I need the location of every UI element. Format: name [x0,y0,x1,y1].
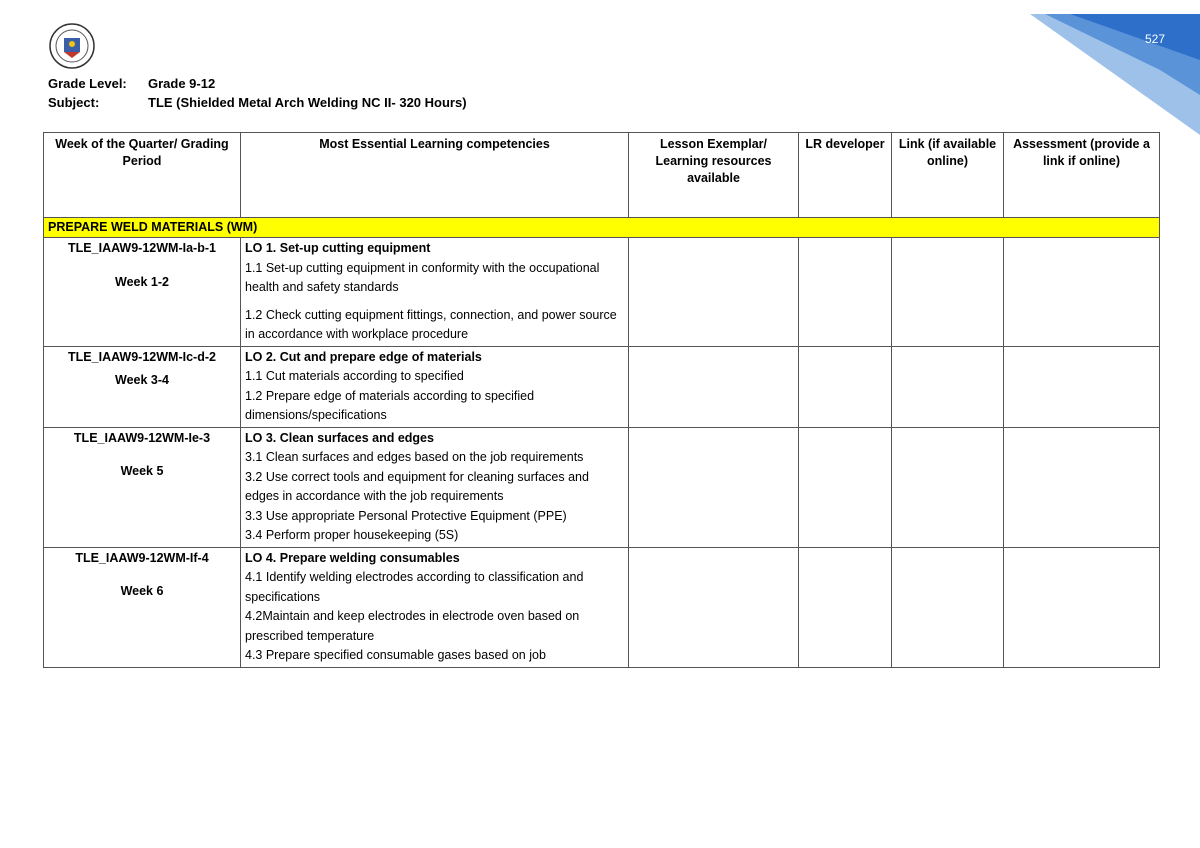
learning-outcome: LO 2. Cut and prepare edge of materials [245,349,482,364]
grade-level-line [48,76,215,91]
competency-item: 4.1 Identify welding electrodes according to classification and specifications [245,570,584,604]
competency-item: 4.3 Prepare specified consumable gases based on job [245,648,546,662]
table-header-row [44,133,1160,218]
competency-cell [241,238,629,347]
table-row [44,427,1160,547]
competency-item: 1.2 Check cutting equipment fittings, connection, and power source in accordance with workplace procedure [245,307,617,341]
competency-item: 3.2 Use correct tools and equipment for cleaning surfaces and edges in accordance with the job requirements [245,469,589,503]
section-row [44,218,1160,238]
competency-code-cell [44,427,241,547]
empty-cell [799,238,892,347]
melc-table [43,132,1160,668]
competency-item: 1.2 Prepare edge of materials according to specified dimensions/specifications [245,388,535,422]
competency-code: TLE_IAAW9-12WM-Ie-3 [73,430,211,445]
competency-code-cell [44,346,241,427]
empty-cell [629,427,799,547]
grade-level-value: Grade 9-12 [148,76,216,91]
competency-cell [241,547,629,667]
competency-code-cell [44,547,241,667]
empty-cell [629,346,799,427]
learning-outcome: LO 4. Prepare welding consumables [245,550,460,565]
empty-cell [799,346,892,427]
column-header: Most Essential Learning competencies [241,133,629,218]
deped-seal-icon [48,22,96,70]
week-label: Week 6 [120,584,164,598]
empty-cell [629,547,799,667]
competency-item: 1.1 Set-up cutting equipment in conformity with the occupational health and safety standards [245,260,600,294]
competency-code-cell [44,238,241,347]
competency-cell [241,427,629,547]
subject-value: TLE (Shielded Metal Arch Welding NC II- 320 Hours) [148,95,467,110]
empty-cell [1004,238,1160,347]
column-header: Assessment (provide a link if online) [1004,133,1160,218]
empty-cell [1004,547,1160,667]
competency-item: 3.3 Use appropriate Personal Protective Equipment (PPE) [245,508,567,523]
empty-cell [799,547,892,667]
competency-item: 1.1 Cut materials according to specified [245,369,464,383]
competency-item: 3.1 Clean surfaces and edges based on the job requirements [245,450,584,464]
competency-code: TLE_IAAW9-12WM-Ia-b-1 [68,241,216,255]
corner-banner-graphic [960,0,1200,140]
empty-cell [629,238,799,347]
competency-code: TLE_IAAW9-12WM-If-4 [75,550,209,565]
week-label: Week 5 [120,464,164,478]
subject-line [48,95,467,110]
competency-code: TLE_IAAW9-12WM-Ic-d-2 [68,349,216,364]
learning-outcome: LO 1. Set-up cutting equipment [245,241,431,255]
column-header: Lesson Exemplar/ Learning resources available [629,133,799,218]
column-header: LR developer [799,133,892,218]
column-header: Link (if available online) [892,133,1004,218]
empty-cell [1004,346,1160,427]
column-header: Week of the Quarter/ Grading Period [44,133,241,218]
empty-cell [892,547,1004,667]
grade-level-label: Grade Level: [48,76,127,91]
table-row [44,238,1160,347]
subject-label: Subject: [48,95,100,110]
table-row [44,547,1160,667]
table-row [44,346,1160,427]
empty-cell [892,346,1004,427]
week-label: Week 3-4 [115,373,169,387]
empty-cell [892,427,1004,547]
competency-cell [241,346,629,427]
competency-item: 4.2Maintain and keep electrodes in electrode oven based on prescribed temperature [245,609,580,643]
empty-cell [892,238,1004,347]
empty-cell [799,427,892,547]
week-label: Week 1-2 [115,274,169,289]
learning-outcome: LO 3. Clean surfaces and edges [245,430,434,445]
page-number: 527 [1145,32,1166,46]
competency-item: 3.4 Perform proper housekeeping (5S) [245,528,459,542]
empty-cell [1004,427,1160,547]
section-title: PREPARE WELD MATERIALS (WM) [44,218,1160,238]
